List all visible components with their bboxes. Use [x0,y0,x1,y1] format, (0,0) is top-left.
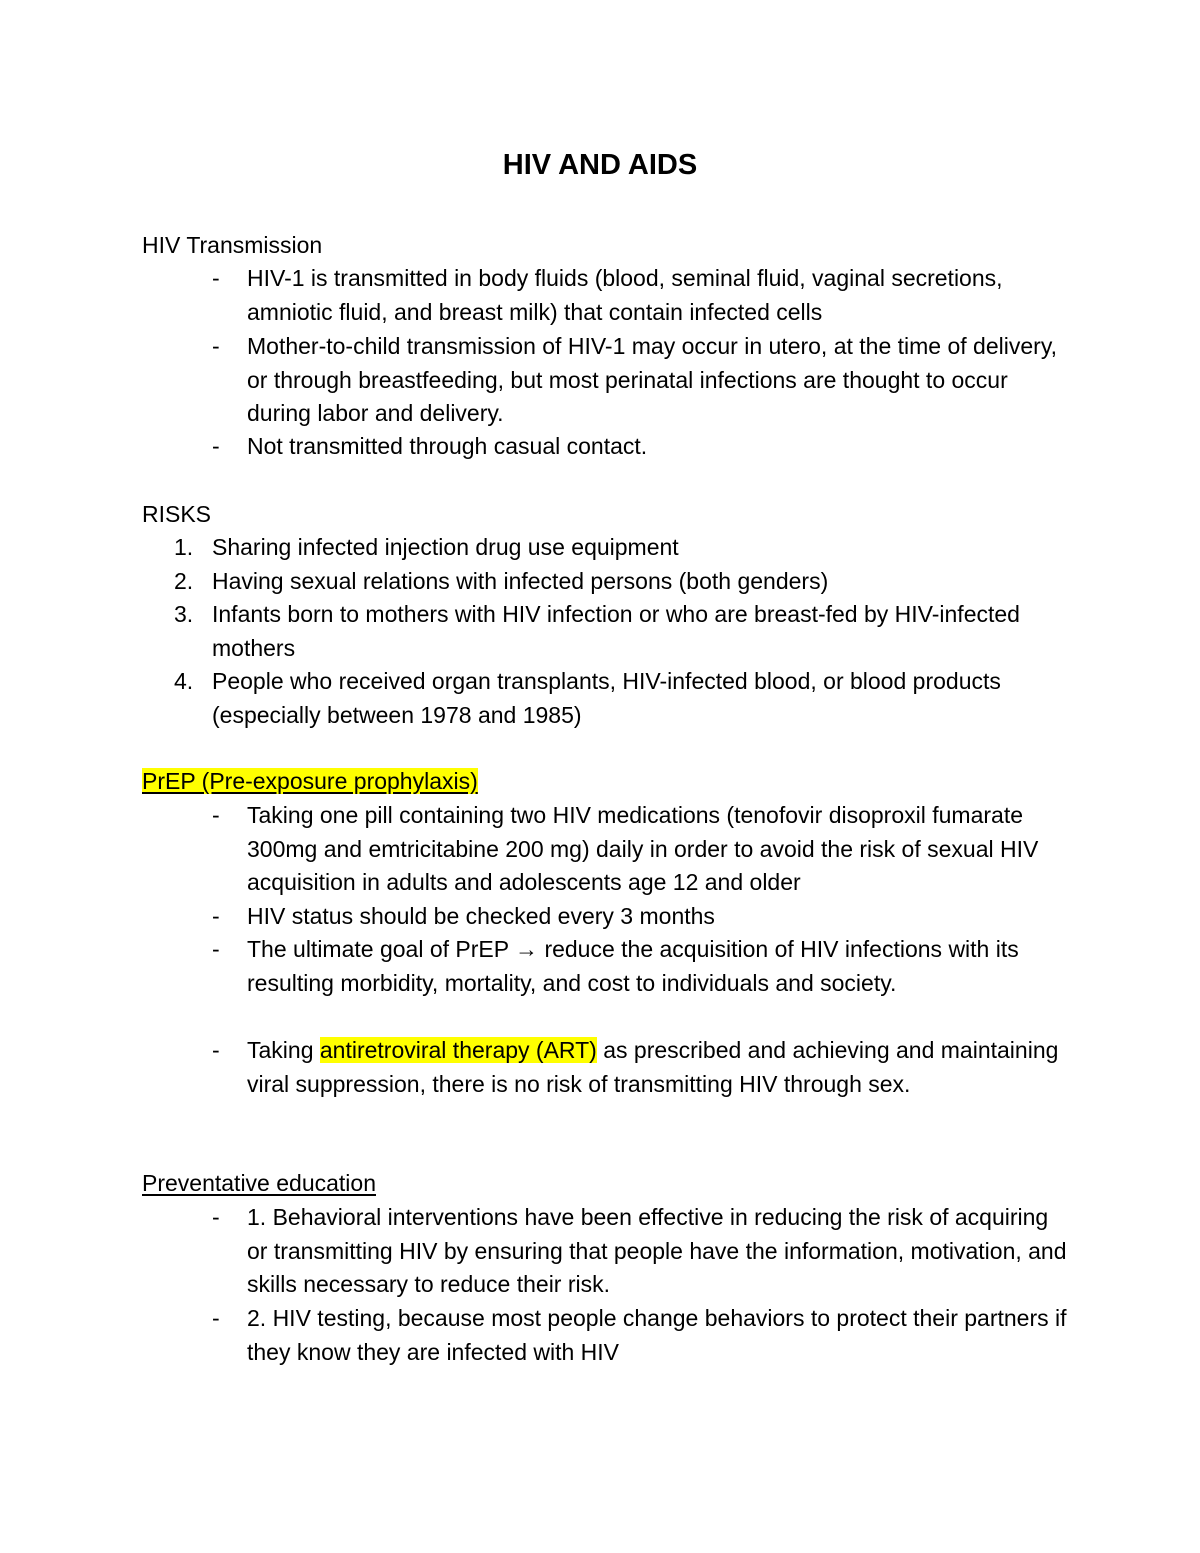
dash-marker: - [212,333,220,359]
art-text-after: as prescribed and achieving and maintaining viral suppression, there is no risk of transmitting HIV through sex. [247,1037,1059,1097]
dash-marker: - [212,936,220,962]
list-item [212,900,1072,934]
list-item-text: Mother-to-child transmission of HIV-1 may occur in utero, at the time of delivery, or through breastfeeding, but most perinatal infections are thought to occur during labor and delivery. [247,333,1057,426]
number-marker: 2. [174,568,194,594]
numbered-item [174,598,1054,665]
dash-marker: - [212,1037,220,1063]
list-item [212,1201,1072,1302]
list-item [212,330,1072,431]
numbered-item [174,531,1054,565]
numbered-item [174,565,1054,599]
number-marker: 3. [174,601,194,627]
numbered-item [174,665,1054,732]
numbered-item-text: Infants born to mothers with HIV infection or who are breast-fed by HIV-infected mothers [212,601,1020,661]
list-item-text: HIV status should be checked every 3 months [247,903,715,929]
list-item [212,1034,1072,1101]
art-text-before: Taking [247,1037,320,1063]
number-marker: 1. [174,534,194,560]
list-item-text: 1. Behavioral interventions have been effective in reducing the risk of acquiring or transmitting HIV by ensuring that people have the information, motivation, and skills necessary to reduce their risk. [247,1204,1067,1297]
numbered-item-text: Sharing infected injection drug use equipment [212,534,679,560]
list-item-text: Taking one pill containing two HIV medications (tenofovir disoproxil fumarate 300mg and emtricitabine 200 mg) daily in order to avoid the risk of sexual HIV acquisition in adults and adolescents age 12 and older [247,802,1039,895]
list-item [212,262,1072,329]
list-item-text [247,1034,1072,1101]
list-item [212,430,1072,464]
list-item [212,799,1072,900]
list-item-text: 2. HIV testing, because most people change behaviors to protect their partners if they know they are infected with HIV [247,1305,1067,1365]
education-heading-text: Preventative education [142,1170,376,1196]
number-marker: 4. [174,668,194,694]
list-item-text: The ultimate goal of PrEP → reduce the acquisition of HIV infections with its resulting morbidity, mortality, and cost to individuals and society. [247,936,1019,996]
dash-marker: - [212,1305,220,1331]
list-item-text: HIV-1 is transmitted in body fluids (blood, seminal fluid, vaginal secretions, amniotic fluid, and breast milk) that contain infected cells [247,265,1003,325]
dash-marker: - [212,433,220,459]
dash-marker: - [212,802,220,828]
prep-heading [142,766,478,796]
transmission-heading: HIV Transmission [142,232,323,258]
dash-marker: - [212,1204,220,1230]
list-item [212,933,1072,1000]
document-title: HIV AND AIDS [502,149,698,181]
art-highlight: antiretroviral therapy (ART) [319,1037,597,1063]
dash-marker: - [212,903,220,929]
prep-heading-text: PrEP (Pre-exposure prophylaxis) [142,768,478,794]
dash-marker: - [212,265,220,291]
numbered-item-text: People who received organ transplants, HIV-infected blood, or blood products (especially between 1978 and 1985) [212,668,1001,728]
risks-heading: RISKS [142,501,212,527]
numbered-item-text: Having sexual relations with infected persons (both genders) [212,568,829,594]
list-item-text: Not transmitted through casual contact. [247,433,648,459]
education-heading [142,1168,376,1198]
list-item [212,1302,1072,1369]
